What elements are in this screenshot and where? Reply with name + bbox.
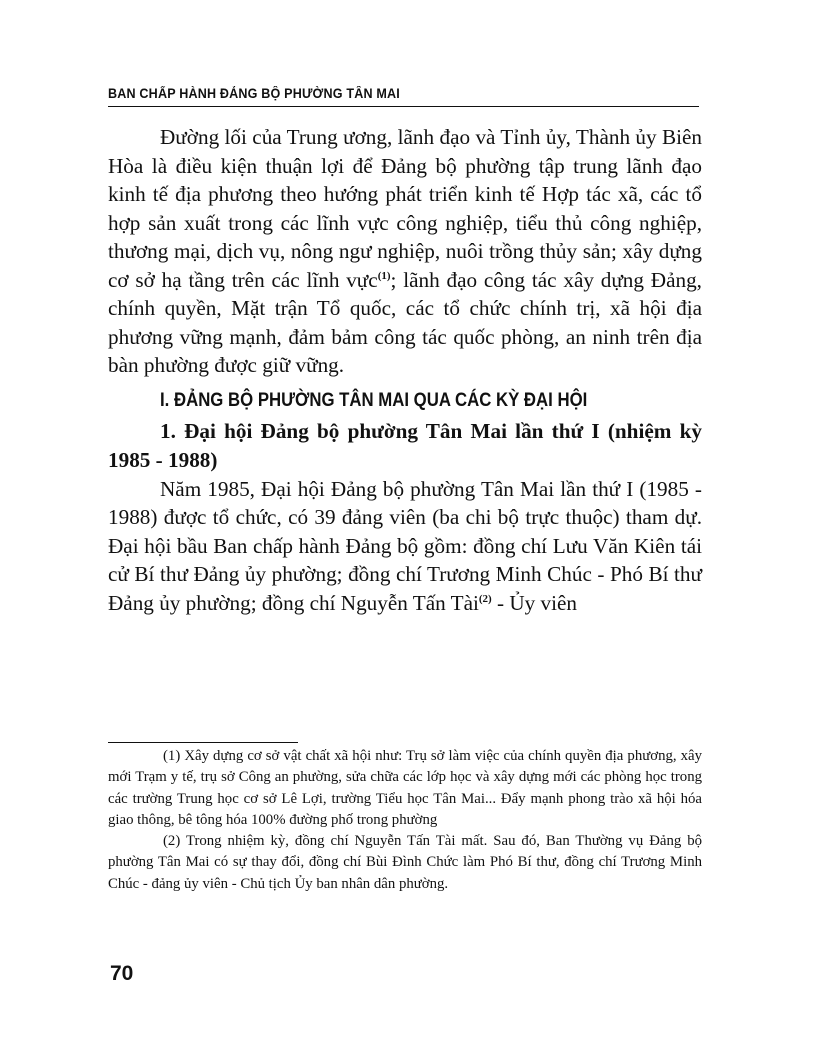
footnote-ref-1: (1) bbox=[377, 269, 391, 282]
section-heading: I. ĐẢNG BỘ PHƯỜNG TÂN MAI QUA CÁC KỲ ĐẠI HỘI bbox=[160, 388, 588, 411]
running-header: BAN CHẤP HÀNH ĐẢNG BỘ PHƯỜNG TÂN MAI bbox=[108, 86, 400, 101]
footnotes bbox=[108, 746, 702, 895]
header-rule bbox=[108, 106, 699, 107]
congress-paragraph-text-2: - Ủy viên bbox=[491, 590, 578, 615]
subsection-heading: 1. Đại hội Đảng bộ phường Tân Mai lần thứ I (nhiệm kỳ 1985 - 1988) bbox=[108, 418, 702, 472]
page-number: 70 bbox=[110, 962, 134, 985]
footnote-rule bbox=[108, 742, 298, 743]
intro-paragraph-text-2: ; lãnh đạo công tác xây dựng Đảng, chính quyền, Mặt trận Tổ quốc, các tổ chức chính trị, xã hội địa phương vững mạnh, đảm bảm công tác quốc phòng, an ninh trên địa bàn phường được giữ vững. bbox=[108, 267, 702, 377]
congress-paragraph-text-1: Năm 1985, Đại hội Đảng bộ phường Tân Mai lần thứ I (1985 - 1988) được tổ chức, có 39 đảng viên (ba chi bộ trực thuộc) tham dự. Đại hội bầu Ban chấp hành Đảng bộ gồm: đồng chí Lưu Văn Kiên tái cử Bí thư Đảng ủy phường; đồng chí Trương Minh Chúc - Phó Bí thư Đảng ủy phường; đồng chí Nguyễn Tấn Tài bbox=[108, 476, 702, 615]
footnote-1: (1) Xây dựng cơ sở vật chất xã hội như: Trụ sở làm việc của chính quyền địa phương, xây mới Trạm y tế, trụ sở Công an phường, sửa chữa các lớp học và xây dựng mới các phòng học trong các trường Trung học cơ sở Lê Lợi, trường Tiểu học Tân Mai... Đẩy mạnh phong trào xã hội hóa giao thông, bê tông hóa 100% đường phố trong phường bbox=[108, 748, 702, 828]
intro-paragraph bbox=[108, 123, 702, 380]
main-text bbox=[108, 123, 702, 617]
footnote-ref-2: (2) bbox=[478, 592, 492, 605]
intro-paragraph-text-1: Đường lối của Trung ương, lãnh đạo và Tỉnh ủy, Thành ủy Biên Hòa là điều kiện thuận lợi để Đảng bộ phường tập trung lãnh đạo kinh tế địa phương theo hướng phát triển kinh tế Hợp tác xã, các tổ hợp sản xuất trong các lĩnh vực công nghiệp, tiểu thủ công nghiệp, thương mại, dịch vụ, nông ngư nghiệp, nuôi trồng thủy sản; xây dựng cơ sở hạ tầng trên các lĩnh vực bbox=[108, 125, 702, 292]
footnote-2: (2) Trong nhiệm kỳ, đồng chí Nguyễn Tấn Tài mất. Sau đó, Ban Thường vụ Đảng bộ phường Tân Mai có sự thay đổi, đồng chí Bùi Đình Chức làm Phó Bí thư, đồng chí Trương Minh Chúc - đảng ủy viên - Chủ tịch Ủy ban nhân dân phường. bbox=[108, 833, 702, 892]
congress-paragraph bbox=[108, 475, 702, 618]
